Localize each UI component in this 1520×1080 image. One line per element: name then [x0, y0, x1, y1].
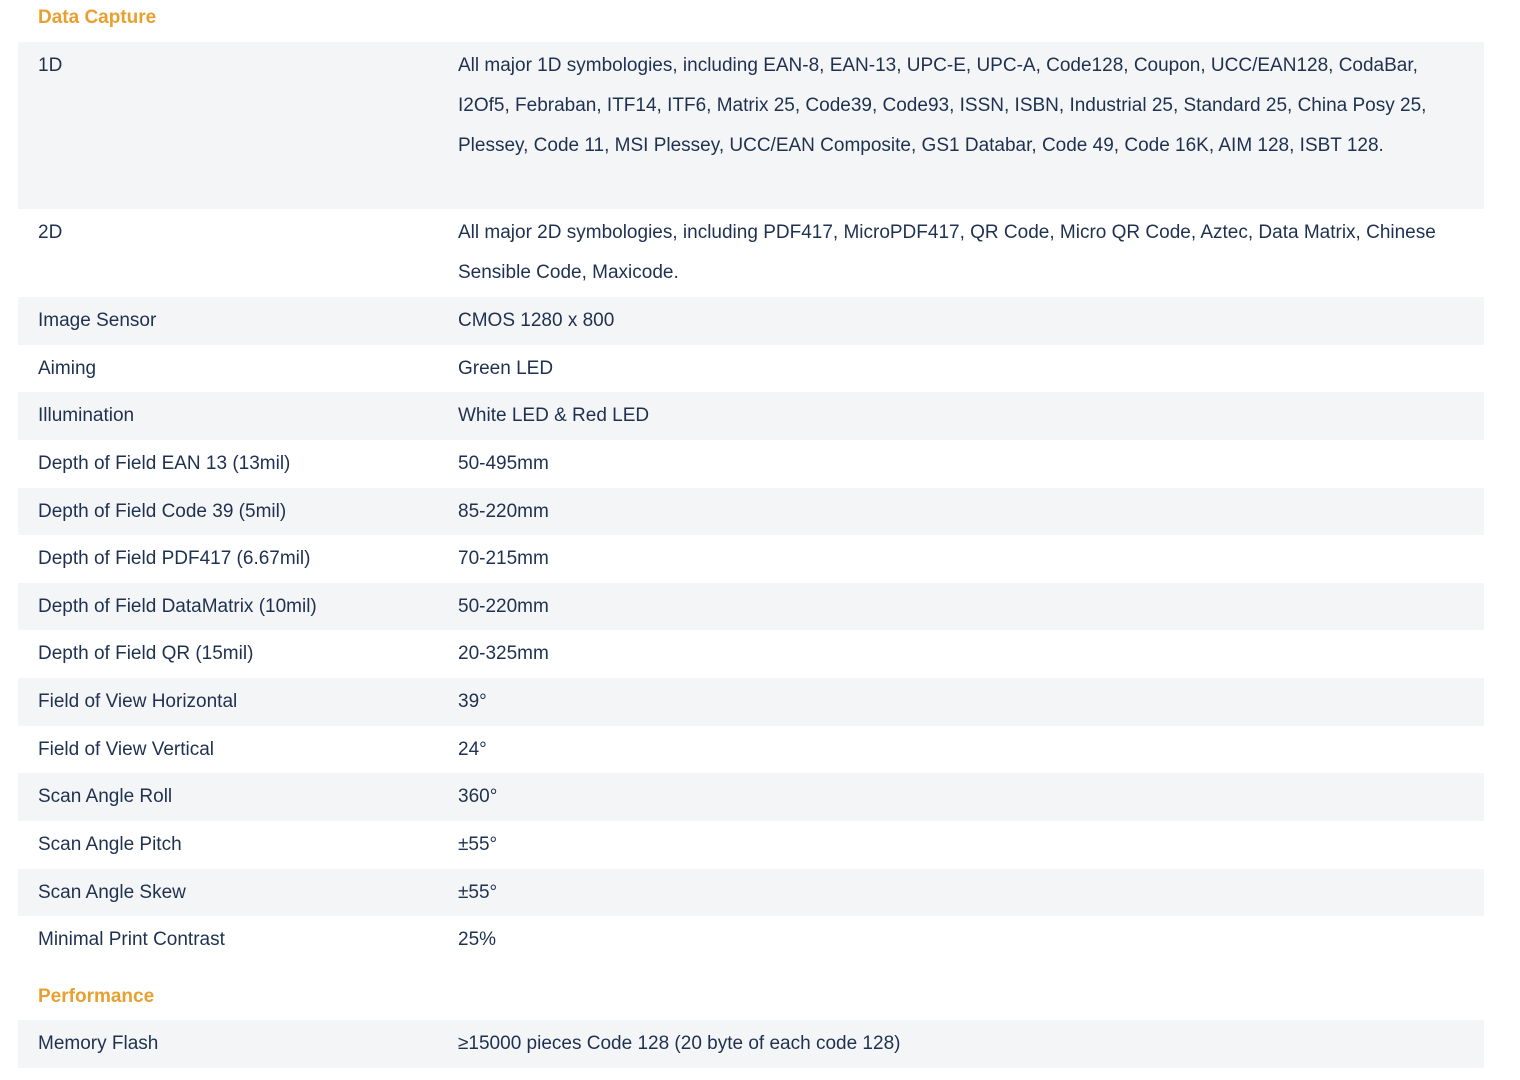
section-title-performance: Performance [38, 986, 155, 1007]
spec-value: White LED & Red LED [458, 405, 650, 426]
table-row [18, 440, 1484, 488]
spec-value: 360° [458, 786, 498, 807]
spec-value: All major 1D symbologies, including EAN-8, EAN-13, UPC-E, UPC-A, Code128, Coupon, UCC/EAN128, CodaBar, I2Of5, Febraban, ITF14, ITF6, Matrix 25, Code39, Code93, ISSN, ISBN, Industrial 25, Standard 25, China Posy 25, Plessey, Code 11, MSI Plessey, UCC/EAN Composite, GS1 Databar, Code 49, Code 16K, AIM 128, ISBT 128. [458, 55, 1427, 156]
spec-value: 70-215mm [458, 548, 549, 569]
spec-value: All major 2D symbologies, including PDF417, MicroPDF417, QR Code, Micro QR Code, Aztec, Data Matrix, Chinese Sensible Code, Maxicode. [458, 222, 1436, 283]
spec-key: Aiming [38, 358, 97, 379]
spec-key: Scan Angle Pitch [38, 834, 182, 855]
spec-value: 39° [458, 691, 487, 712]
table-row [18, 773, 1484, 821]
spec-value: Green LED [458, 358, 554, 379]
table-row [18, 488, 1484, 535]
spec-key: Image Sensor [38, 310, 157, 331]
spec-key: Depth of Field Code 39 (5mil) [38, 501, 287, 522]
spec-value: 50-220mm [458, 596, 549, 617]
spec-value: ±55° [458, 882, 498, 903]
table-row [18, 535, 1484, 583]
table-row [18, 297, 1484, 345]
spec-key: Field of View Vertical [38, 739, 215, 760]
table-row [18, 1020, 1484, 1068]
table-row [18, 42, 1484, 209]
performance-table [18, 1020, 1484, 1068]
spec-key: Scan Angle Roll [38, 786, 173, 807]
spec-key: Depth of Field PDF417 (6.67mil) [38, 548, 311, 569]
spec-key: 1D [38, 55, 63, 76]
table-row [18, 345, 1484, 392]
section-title-data-capture: Data Capture [38, 7, 157, 28]
spec-value: 20-325mm [458, 643, 549, 664]
spec-value: 50-495mm [458, 453, 549, 474]
spec-value: 25% [458, 929, 497, 950]
spec-key: Depth of Field EAN 13 (13mil) [38, 453, 291, 474]
spec-key: Minimal Print Contrast [38, 929, 225, 950]
spec-key: Depth of Field DataMatrix (10mil) [38, 596, 317, 617]
table-row [18, 916, 1484, 964]
spec-key: Scan Angle Skew [38, 882, 186, 903]
spec-value: 85-220mm [458, 501, 549, 522]
spec-key: Field of View Horizontal [38, 691, 238, 712]
spec-key: Illumination [38, 405, 135, 426]
spec-key: 2D [38, 222, 63, 243]
table-row [18, 583, 1484, 630]
table-row [18, 209, 1484, 297]
spec-value: ±55° [458, 834, 498, 855]
table-row [18, 869, 1484, 916]
table-row [18, 392, 1484, 440]
data-capture-table [18, 42, 1484, 964]
table-row [18, 630, 1484, 678]
spec-value: 24° [458, 739, 487, 760]
spec-key: Depth of Field QR (15mil) [38, 643, 254, 664]
table-row [18, 678, 1484, 726]
table-row [18, 821, 1484, 869]
table-row [18, 726, 1484, 773]
spec-value: ≥15000 pieces Code 128 (20 byte of each code 128) [458, 1033, 901, 1054]
spec-value: CMOS 1280 x 800 [458, 310, 615, 331]
spec-key: Memory Flash [38, 1033, 159, 1054]
